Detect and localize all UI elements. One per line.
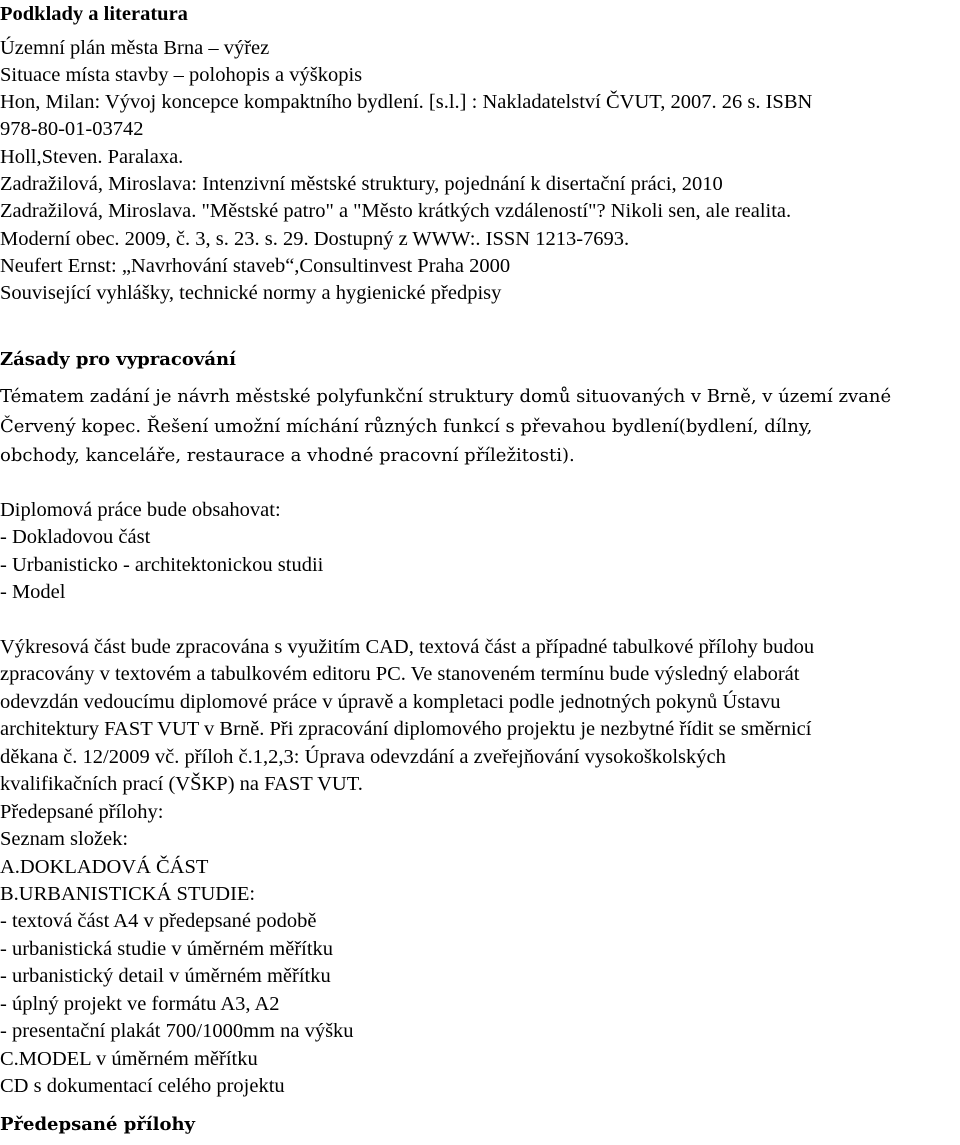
principles-paragraph-line: Červený kopec. Řešení umožní míchání různých funkcí s převahou bydlení(bydlení, dílny,	[0, 416, 813, 437]
contents-intro: Diplomová práce bude obsahovat:	[0, 499, 281, 521]
drawing-paragraph-line: Výkresová část bude zpracována s využitím CAD, textová část a případné tabulkové přílohy budou	[0, 636, 815, 658]
literature-line: Neufert Ernst: „Navrhování staveb“,Consultinvest Praha 2000	[0, 255, 511, 277]
literature-line: Související vyhlášky, technické normy a hygienické předpisy	[0, 282, 502, 304]
footer-heading: Předepsané přílohy	[0, 1114, 195, 1135]
literature-line: Moderní obec. 2009, č. 3, s. 23. s. 29. Dostupný z WWW:. ISSN 1213-7693.	[0, 228, 630, 250]
literature-line: Holl,Steven. Paralaxa.	[0, 146, 184, 168]
attachments-line: - presentační plakát 700/1000mm na výšku	[0, 1020, 354, 1042]
attachments-line: - úplný projekt ve formátu A3, A2	[0, 993, 280, 1015]
literature-line: Hon, Milan: Vývoj koncepce kompaktního bydlení. [s.l.] : Nakladatelství ČVUT, 2007. 26 s. ISBN	[0, 91, 813, 113]
attachments-line: Seznam složek:	[0, 828, 129, 850]
contents-item: - Model	[0, 581, 66, 603]
contents-item: - Dokladovou část	[0, 526, 151, 548]
attachments-line: C.MODEL v úměrném měřítku	[0, 1048, 258, 1070]
attachments-line: - urbanistický detail v úměrném měřítku	[0, 965, 331, 987]
attachments-line: CD s dokumentací celého projektu	[0, 1075, 285, 1097]
attachments-line: - urbanistická studie v úměrném měřítku	[0, 938, 334, 960]
literature-line: Územní plán města Brna – výřez	[0, 37, 270, 59]
drawing-paragraph-line: zpracovány v textovém a tabulkovém editoru PC. Ve stanoveném termínu bude výsledný elaborát	[0, 663, 800, 685]
principles-paragraph-line: Tématem zadání je návrh městské polyfunkční struktury domů situovaných v Brně, v území zvané	[0, 386, 892, 407]
drawing-paragraph-line: architektury FAST VUT v Brně. Při zpracování diplomového projektu je nezbytné řídit se směrnicí	[0, 718, 812, 740]
drawing-paragraph-line: kvalifikačních prací (VŠKP) na FAST VUT.	[0, 773, 363, 795]
literature-line: 978-80-01-03742	[0, 118, 144, 140]
attachments-line: - textová část A4 v předepsané podobě	[0, 910, 317, 932]
literature-line: Situace místa stavby – polohopis a výškopis	[0, 64, 363, 86]
principles-heading: Zásady pro vypracování	[0, 349, 236, 370]
drawing-paragraph-line: odevzdán vedoucímu diplomové práce v úpravě a kompletaci podle jednotných pokynů Ústavu	[0, 691, 781, 713]
literature-line: Zadražilová, Miroslava: Intenzivní městské struktury, pojednání k disertační práci, 2010	[0, 173, 723, 195]
literature-heading: Podklady a literatura	[0, 3, 188, 25]
attachments-line: Předepsané přílohy:	[0, 801, 164, 823]
literature-line: Zadražilová, Miroslava. "Městské patro" a "Město krátkých vzdáleností"? Nikoli sen, ale realita.	[0, 200, 792, 222]
attachments-line: A.DOKLADOVÁ ČÁST	[0, 856, 209, 878]
attachments-line: B.URBANISTICKÁ STUDIE:	[0, 883, 256, 905]
drawing-paragraph-line: děkana č. 12/2009 vč. příloh č.1,2,3: Úprava odevzdání a zveřejňování vysokoškolských	[0, 746, 726, 768]
contents-item: - Urbanisticko - architektonickou studii	[0, 554, 324, 576]
principles-paragraph-line: obchody, kanceláře, restaurace a vhodné pracovní příležitosti).	[0, 445, 575, 466]
